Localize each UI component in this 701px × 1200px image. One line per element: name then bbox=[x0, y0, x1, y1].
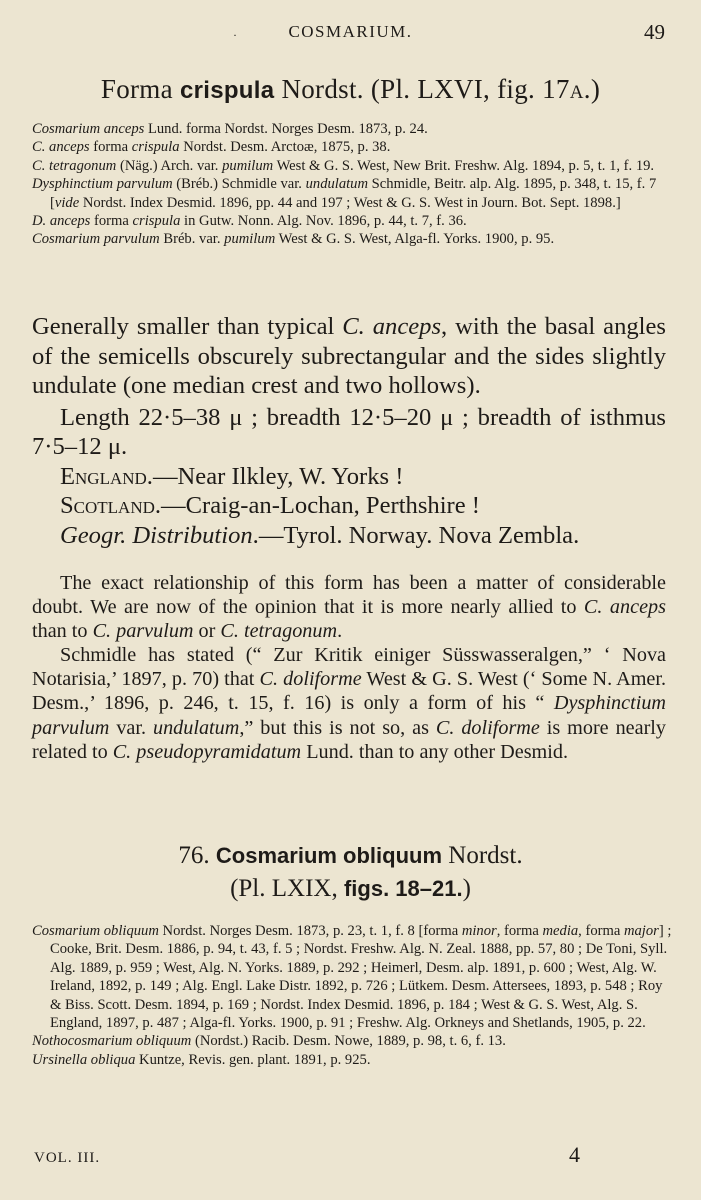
note-text: Schmidle has stated (“ Zur Kritik einiger Süsswasseralgen,” ‘ Nova Notarisia,’ 1897, p. 70) that bbox=[32, 644, 666, 691]
forma-prefix: Forma bbox=[100, 74, 180, 104]
synonym-entry bbox=[32, 157, 672, 175]
synonym-taxon: C. anceps bbox=[32, 139, 90, 156]
synonym-entry bbox=[32, 175, 672, 212]
synonym-epithet: undulatum bbox=[305, 176, 369, 193]
synonymy-cosmarium-obliquum bbox=[32, 922, 672, 1069]
synonym-entry bbox=[32, 1051, 672, 1069]
synonym-citation: West & G. S. West, New Brit. Freshw. Alg. 1894, p. 5, t. 1, f. 19. bbox=[273, 157, 655, 174]
species-plate-ref bbox=[0, 875, 701, 903]
synonym-rank: (Bréb.) Schmidle var. bbox=[172, 176, 306, 193]
region-text: .—Tyrol. Norway. Nova Zembla. bbox=[252, 521, 580, 549]
region-text: .—Near Ilkley, W. Yorks ! bbox=[146, 462, 404, 490]
plate-text: ) bbox=[462, 875, 471, 902]
note-text: or bbox=[193, 620, 221, 643]
note-text: than to bbox=[32, 620, 93, 643]
note-taxon: C. tetragonum bbox=[220, 620, 338, 643]
note-taxon: C. doliforme bbox=[435, 716, 540, 739]
synonym-taxon: Ursinella obliqua bbox=[32, 1051, 136, 1068]
description-taxon: C. anceps bbox=[342, 313, 442, 340]
note-text: var. bbox=[109, 716, 153, 739]
synonym-epithet: major bbox=[623, 923, 659, 939]
synonym-taxon: C. tetragonum bbox=[32, 157, 117, 174]
synonym-rank: , forma bbox=[578, 923, 624, 939]
synonym-rank: , forma bbox=[496, 923, 543, 939]
synonym-citation: Schmidle, Beitr. alp. Alg. 1895, p. 348, t. 15, f. 7 [ bbox=[50, 176, 657, 211]
note-taxon: undulatum bbox=[152, 716, 240, 739]
forma-author: Nordst. (Pl. LXVI, fig. 17 bbox=[274, 74, 570, 104]
volume-label: VOL. III. bbox=[34, 1150, 101, 1166]
description-part: Generally smaller than typical bbox=[32, 313, 343, 340]
synonym-citation: Lund. forma Nordst. Norges Desm. 1873, p. 24. bbox=[144, 121, 428, 137]
note-paragraph bbox=[32, 643, 666, 763]
running-title: COSMARIUM. bbox=[288, 22, 413, 41]
synonym-rank: Bréb. var. bbox=[159, 231, 225, 248]
synonym-taxon: D. anceps bbox=[32, 213, 91, 230]
region-label: Geogr. Distribution bbox=[60, 521, 253, 549]
note-taxon: C. anceps bbox=[583, 596, 666, 619]
note-text: is more nearly related to bbox=[32, 716, 667, 763]
note-text: Lund. than to any other Desmid. bbox=[301, 740, 569, 763]
description-block bbox=[32, 312, 666, 550]
synonym-epithet: crispula bbox=[131, 139, 180, 156]
synonym-epithet: minor bbox=[461, 923, 497, 939]
note-text: West & G. S. West (‘ Some N. Amer. Desm.,’ 1896, p. 246, t. 15, f. 16) is only a form of his “ bbox=[32, 668, 667, 715]
synonym-entry bbox=[32, 212, 672, 230]
synonym-citation: Nordst. Norges Desm. 1873, p. 23, t. 1, f. 8 [forma bbox=[158, 923, 462, 939]
species-name: Cosmarium obliquum bbox=[215, 843, 443, 868]
synonym-entry bbox=[32, 230, 672, 248]
region-text: .—Craig-an-Lochan, Perthshire ! bbox=[154, 492, 480, 519]
forma-fig-letter: a bbox=[569, 74, 584, 104]
synonym-taxon: Nothocosmarium obliquum bbox=[32, 1033, 192, 1050]
description-text bbox=[32, 312, 666, 401]
page-footer bbox=[34, 1142, 663, 1172]
note-text: . bbox=[337, 620, 343, 643]
synonym-entry bbox=[32, 120, 672, 138]
synonym-taxon: Cosmarium obliquum bbox=[32, 923, 159, 939]
measurements: Length 22·5–38 μ ; breadth 12·5–20 μ ; breadth of isthmus 7·5–12 μ. bbox=[32, 403, 666, 460]
forma-heading bbox=[0, 74, 701, 105]
distribution-geographic bbox=[32, 521, 666, 551]
description-part: , with the basal angles of the semicells obscurely subrectangular and the sides slightly undulate (one median crest and two hollows). bbox=[32, 313, 666, 399]
synonym-rank: (Näg.) Arch. var. bbox=[116, 157, 223, 174]
synonym-taxon: Cosmarium anceps bbox=[32, 121, 145, 137]
header-ornament: · bbox=[233, 28, 237, 42]
region-label: Scotland bbox=[60, 492, 155, 519]
note-taxon: C. doliforme bbox=[259, 668, 362, 691]
synonym-citation: Nordst. Index Desmid. 1896, pp. 44 and 197 ; West & G. S. West in Journ. Bot. Sept. 1898.] bbox=[79, 194, 621, 211]
synonym-epithet: media bbox=[542, 923, 579, 939]
synonym-citation: in Gutw. Nonn. Alg. Nov. 1896, p. 44, t. 7, f. 36. bbox=[180, 213, 467, 230]
note-taxon: C. parvulum bbox=[92, 620, 194, 643]
notes-block bbox=[32, 571, 666, 764]
synonym-entry bbox=[32, 922, 672, 1032]
plate-text: (Pl. LXIX, bbox=[230, 875, 344, 902]
synonym-epithet: pumilum bbox=[224, 231, 276, 248]
running-header bbox=[0, 22, 701, 48]
synonym-citation: Nordst. Desm. Arctoæ, 1875, p. 38. bbox=[179, 139, 391, 156]
synonym-citation: ] ; Cooke, Brit. Desm. 1886, p. 94, t. 43, f. 5 ; Nordst. Freshw. Alg. N. Zeal. 1888, pp. 57, 80 ; De Toni, Syll. Alg. 1889, p. 959 ; West, Alg. N. Yorks. 1889, p. 292 ; Heimerl, Desm. alp. 1891, p. 600 ; West, Alg. W. Ireland, 1892, p. 149 ; Alg. Engl. Lake Distr. 1892, p. 726 ; Lütkem. Desm. Attersees, 1893, p. 548 ; Roy & Biss. Scott. Desm. 1894, p. 169 ; Nordst. Index Desmid. 1896, p. 184 ; West & G. S. West, Alg. S. England, 1897, p. 487 ; Alga-fl. Yorks. 1900, p. 91 ; Freshw. Alg. Orkneys and Shetlands, 1905, p. 22. bbox=[50, 923, 672, 1032]
species-number: 76. bbox=[178, 842, 216, 869]
note-paragraph bbox=[32, 571, 666, 643]
distribution-england bbox=[32, 462, 666, 492]
note-taxon: Dysphinctium parvulum bbox=[32, 692, 666, 739]
synonym-rank: forma bbox=[90, 213, 133, 230]
synonym-entry bbox=[32, 1032, 672, 1050]
forma-suffix: .) bbox=[583, 74, 601, 104]
synonym-entry bbox=[32, 138, 672, 156]
synonym-epithet: crispula bbox=[132, 213, 181, 230]
note-text: The exact relationship of this form has been a matter of considerable doubt. We are now of the opinion that it is more nearly allied to bbox=[32, 572, 666, 619]
region-label: England bbox=[60, 462, 147, 490]
plate-figs: figs. 18–21. bbox=[343, 876, 463, 901]
synonym-citation: West & G. S. West, Alga-fl. Yorks. 1900, p. 95. bbox=[275, 231, 555, 248]
synonym-epithet: pumilum bbox=[222, 157, 274, 174]
synonym-taxon: Dysphinctium parvulum bbox=[32, 176, 173, 193]
synonymy-forma-crispula bbox=[32, 120, 672, 249]
synonym-vide: vide bbox=[54, 194, 80, 211]
signature-mark: 4 bbox=[569, 1142, 580, 1167]
note-text: ,” but this is not so, as bbox=[239, 716, 436, 739]
synonym-taxon: Cosmarium parvulum bbox=[32, 231, 160, 248]
synonym-rank: forma bbox=[89, 139, 132, 156]
page-number: 49 bbox=[644, 20, 665, 44]
distribution-scotland bbox=[32, 491, 666, 521]
note-taxon: C. pseudopyramidatum bbox=[112, 740, 302, 763]
species-heading bbox=[0, 842, 701, 870]
synonym-citation: (Nordst.) Racib. Desm. Nowe, 1889, p. 98, t. 6, f. 13. bbox=[191, 1033, 506, 1050]
species-author: Nordst. bbox=[442, 842, 523, 869]
forma-name: crispula bbox=[179, 77, 275, 104]
synonym-citation: Kuntze, Revis. gen. plant. 1891, p. 925. bbox=[135, 1051, 371, 1068]
